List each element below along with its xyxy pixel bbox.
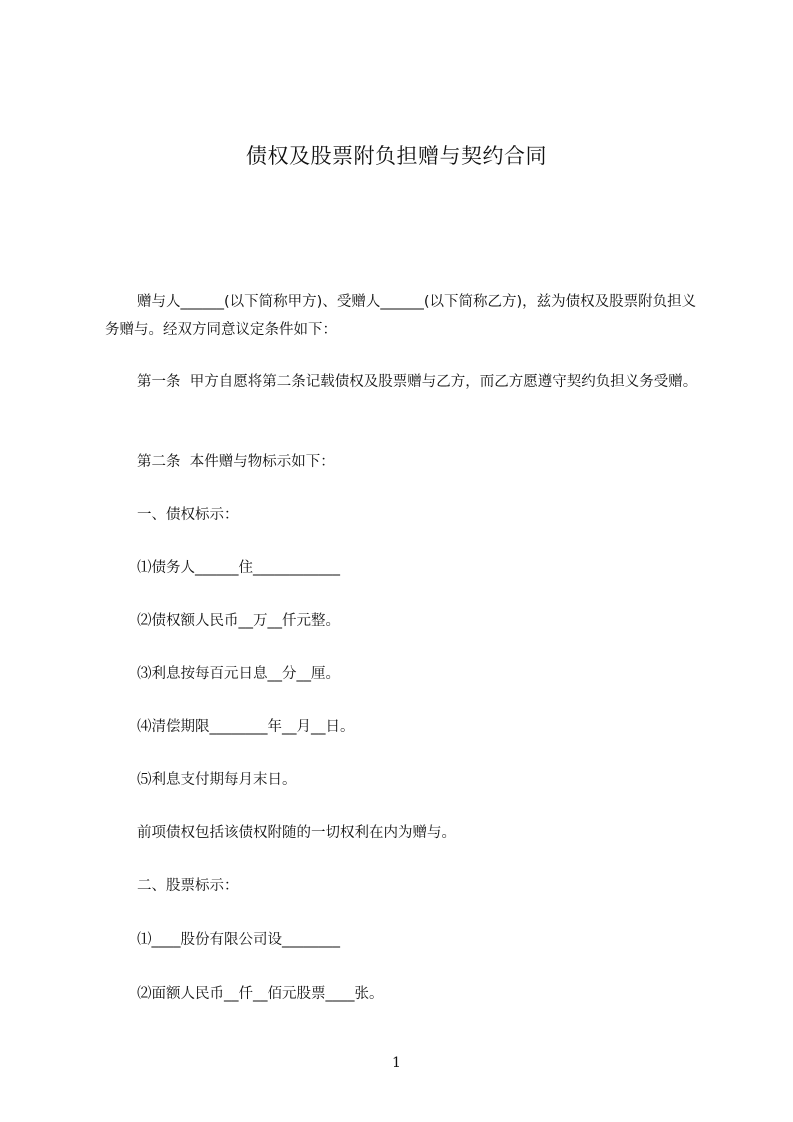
page-number: 1: [392, 1055, 401, 1071]
debt-item-1: ⑴债务人______住____________: [137, 560, 340, 576]
section-1-heading: 一、债权标示：: [137, 507, 239, 523]
debt-item-3: ⑶利息按每百元日息__分__厘。: [137, 666, 340, 682]
document-title: 债权及股票附负担赠与契约合同: [246, 144, 547, 168]
intro-paragraph: 赠与人______(以下简称甲方)、受赠人______(以下简称乙方)，兹为债权及股票附负担义务赠与。经双方同意议定条件如下：: [105, 294, 697, 338]
section-2-heading: 二、股票标示：: [137, 878, 239, 894]
article-1-paragraph: 第一条 甲方自愿将第二条记载债权及股票赠与乙方，而乙方愿遵守契约负担义务受赠。: [137, 374, 698, 390]
article-2-heading: 第二条 本件赠与物标示如下：: [137, 454, 335, 470]
debt-item-2: ⑵债权额人民币__万__仟元整。: [137, 613, 340, 629]
stock-item-1: ⑴____股份有限公司设________: [137, 932, 340, 948]
stock-item-2: ⑵面额人民币__仟__佰元股票____张。: [137, 986, 384, 1002]
debt-note: 前项债权包括该债权附随的一切权利在内为赠与。: [137, 825, 456, 841]
debt-item-5: ⑸利息支付期每月末日。: [137, 772, 297, 788]
debt-item-4: ⑷清偿期限________年__月__日。: [137, 719, 355, 735]
